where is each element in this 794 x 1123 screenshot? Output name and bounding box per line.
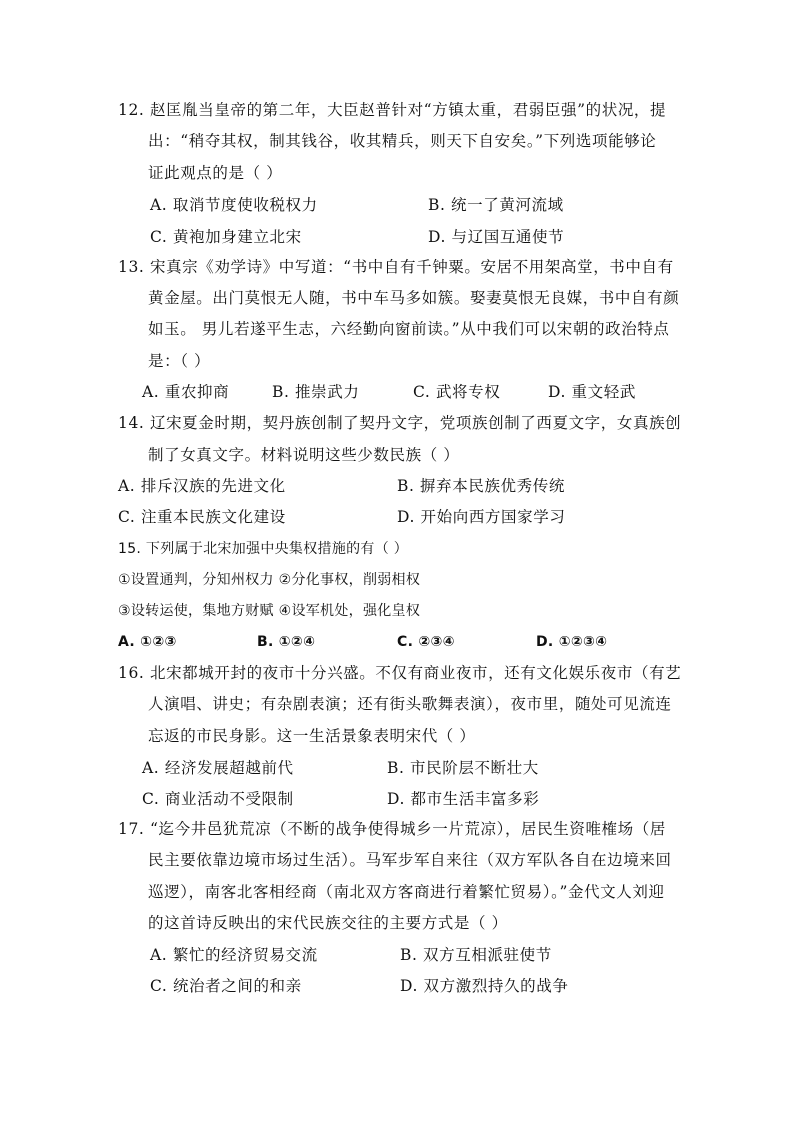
q14-stem-line-1: 14. 辽宋夏金时期，契丹族创制了契丹文字，党项族创制了西夏文字，女真族创 <box>118 414 682 432</box>
q17-stem-line-3: 巡逻），南客北客相经商（南北双方客商进行着繁忙贸易）。”金代文人刘迎 <box>148 883 665 901</box>
q14-option-d: D. 开始向西方国家学习 <box>397 508 566 526</box>
q12-stem-line-2: 出：“稍夺其权，制其钱谷，收其精兵，则天下自安矣。”下列选项能够论 <box>148 132 657 150</box>
q17-option-c: C. 统治者之间的和亲 <box>150 977 302 995</box>
q17-stem-line-1: 17. “迄今井邑犹荒凉（不断的战争使得城乡一片荒凉），居民生资唯榷场（居 <box>118 820 666 838</box>
q15-option-d: D. ①②③④ <box>536 634 608 650</box>
q13-stem-line-2: 黄金屋。出门莫恨无人随，书中车马多如簇。娶妻莫恨无良媒，书中自有颜 <box>148 289 680 307</box>
q12-stem-line-1: 12. 赵匡胤当皇帝的第二年，大臣赵普针对“方镇太重，君弱臣强”的状况，提 <box>118 101 667 119</box>
q17-option-b: B. 双方互相派驻使节 <box>400 946 552 964</box>
q17-option-a: A. 繁忙的经济贸易交流 <box>150 946 318 964</box>
q13-stem-line-1: 13. 宋真宗《劝学诗》中写道：“书中自有千钟粟。安居不用架高堂，书中自有 <box>118 258 674 276</box>
q15-option-a: A. ①②③ <box>118 634 177 650</box>
q17-option-d: D. 双方激烈持久的战争 <box>400 977 569 995</box>
q16-option-b: B. 市民阶层不断壮大 <box>387 759 539 777</box>
q16-stem-line-2: 人演唱、讲史；有杂剧表演；还有街头歌舞表演），夜市里，随处可见流连 <box>148 695 672 713</box>
q15-option-c: C. ②③④ <box>397 634 455 650</box>
q12-option-b: B. 统一了黄河流域 <box>428 196 564 214</box>
q15-statements-line-2: ③设转运使，集地方财赋 ④设军机处，强化皇权 <box>118 603 421 619</box>
q12-option-c: C. 黄袍加身建立北宋 <box>150 228 302 246</box>
q14-stem-line-2: 制了女真文字。材料说明这些少数民族（ ） <box>148 446 460 464</box>
q12-option-a: A. 取消节度使收税权力 <box>150 196 318 214</box>
q12-option-d: D. 与辽国互通使节 <box>428 228 565 246</box>
q16-option-d: D. 都市生活丰富多彩 <box>387 790 540 808</box>
q14-option-b: B. 摒弃本民族优秀传统 <box>397 477 565 495</box>
q13-stem-line-4: 是：（ ） <box>148 352 211 370</box>
q12-stem-line-3: 证此观点的是（ ） <box>148 164 283 182</box>
q13-stem-line-3: 如玉。 男儿若遂平生志，六经勤向窗前读。”从中我们可以宋朝的政治特点 <box>148 320 670 338</box>
q13-option-b: B. 推崇武力 <box>272 383 360 401</box>
q13-option-a: A. 重农抑商 <box>142 383 230 401</box>
q16-stem-line-1: 16. 北宋都城开封的夜市十分兴盛。不仅有商业夜市，还有文化娱乐夜市（有艺 <box>118 664 682 682</box>
q14-option-a: A. 排斥汉族的先进文化 <box>118 477 286 495</box>
q14-option-c: C. 注重本民族文化建设 <box>118 508 286 526</box>
q16-stem-line-3: 忘返的市民身影。这一生活景象表明宋代（ ） <box>148 727 476 745</box>
q15-stem: 15. 下列属于北宋加强中央集权措施的有（ ） <box>118 541 409 557</box>
q17-stem-line-4: 的这首诗反映出的宋代民族交往的主要方式是（ ） <box>148 914 508 932</box>
q13-option-c: C. 武将专权 <box>413 383 501 401</box>
q16-option-a: A. 经济发展超越前代 <box>142 759 294 777</box>
q16-option-c: C. 商业活动不受限制 <box>142 790 294 808</box>
q13-option-d: D. 重文轻武 <box>548 383 636 401</box>
q17-stem-line-2: 民主要依靠边境市场过生活）。马军步军自来往（双方军队各自在边境来回 <box>148 851 672 869</box>
q15-statements-line-1: ①设置通判，分知州权力 ②分化事权，削弱相权 <box>118 572 421 588</box>
q15-option-b: B. ①②④ <box>257 634 316 650</box>
